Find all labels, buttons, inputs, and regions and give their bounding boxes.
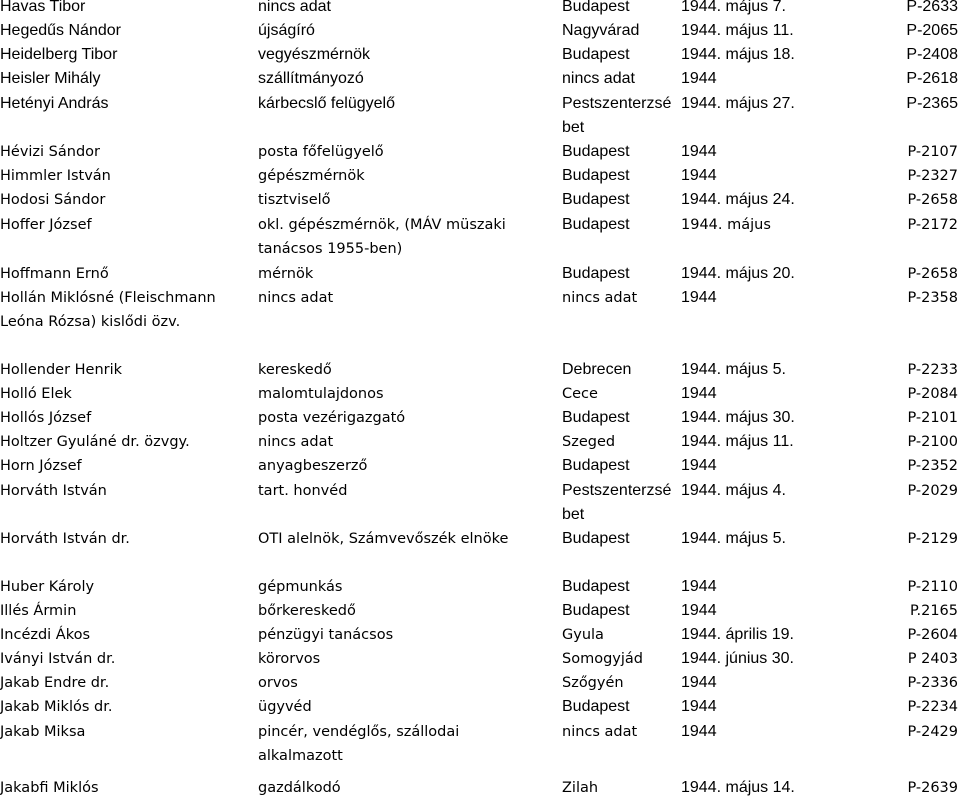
table-row [0, 720, 960, 764]
code-cell: P-2658 [907, 266, 958, 282]
date-cell: 1944. május 27. [681, 95, 795, 112]
code-cell: P-2129 [907, 531, 958, 547]
date-cell: 1944. május 7. [681, 0, 786, 15]
code-cell: P-2084 [907, 386, 958, 402]
city-cell: Debrecen [562, 361, 632, 378]
date-cell: 1944 [681, 167, 717, 184]
city-cell: Budapest [562, 143, 630, 160]
name-cell: Horn József [0, 458, 82, 474]
city-cell: Budapest [562, 578, 630, 595]
date-cell: 1944. május 5. [681, 530, 786, 547]
code-cell: P-2618 [906, 70, 958, 87]
name-cell: Horváth István [0, 483, 107, 499]
job-cell: malomtulajdonos [258, 386, 384, 402]
city-cell: Pestszenterzsé [562, 482, 672, 499]
code-cell: P-2639 [907, 780, 958, 796]
date-cell: 1944 [681, 385, 717, 402]
table-row [0, 92, 960, 136]
table-row [0, 0, 960, 19]
job-cell: kereskedő [258, 362, 332, 378]
job-cell: orvos [258, 675, 298, 691]
name-cell: Jakab Miklós dr. [0, 699, 113, 715]
code-cell: P-2358 [907, 290, 958, 306]
date-cell: 1944. május 20. [681, 265, 795, 282]
code-cell: P-2429 [907, 724, 958, 740]
city-cell: Budapest [562, 167, 630, 184]
date-cell: 1944 [681, 457, 717, 474]
city-cell: Pestszenterzsé [562, 95, 672, 112]
job-cell: gépészmérnök [258, 168, 365, 184]
city-cell: Budapest [562, 602, 630, 619]
job-cell: tisztviselő [258, 192, 331, 208]
table-row [0, 286, 960, 330]
job-cell: anyagbeszerző [258, 458, 368, 474]
table-row [0, 262, 960, 286]
name-cell: Hoffmann Ernő [0, 266, 109, 282]
city-cell: Budapest [562, 216, 630, 233]
job-cell: tart. honvéd [258, 483, 348, 499]
job-cell: posta vezérigazgató [258, 410, 406, 426]
code-cell: P-2100 [907, 434, 958, 450]
code-cell: P-2336 [907, 675, 958, 691]
job-cell: újságíró [258, 22, 315, 39]
code-cell: P.2165 [910, 603, 958, 619]
name-cell: Holtzer Gyuláné dr. özvgy. [0, 434, 190, 450]
name-cell: Jakab Miksa [0, 724, 86, 740]
city-cell: Somogyjád [562, 651, 643, 667]
date-cell: 1944. május 18. [681, 46, 795, 63]
code-cell: P-2101 [907, 410, 958, 426]
city-cell: Budapest [562, 0, 630, 15]
table-row [0, 19, 960, 43]
city-cell: Budapest [562, 457, 630, 474]
table-row [0, 599, 960, 623]
name-cell: Jakab Endre dr. [0, 675, 110, 691]
job-cell: gépmunkás [258, 579, 343, 595]
table-row [0, 188, 960, 212]
table-row [0, 213, 960, 257]
name-cell: Himmler István [0, 168, 111, 184]
code-cell: P-2065 [906, 22, 958, 39]
job-cell: nincs adat [258, 290, 334, 306]
city-cell: Budapest [562, 46, 630, 63]
city-cell: Zilah [562, 780, 599, 796]
date-cell: 1944. május 11. [681, 22, 794, 39]
table-row [0, 382, 960, 406]
date-cell: 1944. május [681, 217, 771, 233]
code-cell: P-2327 [907, 168, 958, 184]
code-cell: P-2365 [906, 95, 958, 112]
table-row [0, 479, 960, 523]
city-cell: Gyula [562, 627, 604, 643]
city-cell: bet [562, 119, 585, 136]
date-cell: 1944. május 11. [681, 433, 794, 450]
name-cell: Leóna Rózsa) kislődi özv. [0, 314, 181, 330]
table-row [0, 527, 960, 551]
name-cell: Hollán Miklósné (Fleischmann [0, 290, 216, 306]
city-cell: Budapest [562, 530, 630, 547]
job-cell: mérnök [258, 266, 314, 282]
job-cell: okl. gépészmérnök, (MÁV müszaki [258, 217, 506, 233]
name-cell: Huber Károly [0, 579, 95, 595]
table-row [0, 164, 960, 188]
job-cell: OTI alelnök, Számvevőszék elnöke [258, 531, 509, 547]
job-cell: gazdálkodó [258, 780, 341, 796]
code-cell: P-2233 [907, 362, 958, 378]
table-row [0, 647, 960, 671]
table-row [0, 575, 960, 599]
table-row [0, 43, 960, 67]
city-cell: nincs adat [562, 290, 638, 306]
name-cell: Illés Ármin [0, 603, 77, 619]
name-cell: Horváth István dr. [0, 531, 130, 547]
code-cell: P-2110 [907, 579, 958, 595]
date-cell: 1944. június 30. [681, 650, 794, 667]
date-cell: 1944. április 19. [681, 626, 794, 643]
name-cell: Hodosi Sándor [0, 192, 106, 208]
date-cell: 1944 [681, 143, 717, 160]
table-row [0, 406, 960, 430]
city-cell: bet [562, 506, 585, 523]
date-cell: 1944 [681, 578, 717, 595]
table-row [0, 776, 960, 800]
name-cell: Hetényi András [0, 95, 109, 112]
job-cell: alkalmazott [258, 748, 343, 764]
code-cell: P-2408 [906, 46, 958, 63]
code-cell: P-2172 [907, 217, 958, 233]
city-cell: Budapest [562, 191, 630, 208]
job-cell: posta főfelügyelő [258, 144, 384, 160]
name-cell: Incézdi Ákos [0, 627, 91, 643]
date-cell: 1944. május 24. [681, 191, 795, 208]
city-cell: Szeged [562, 434, 616, 450]
city-cell: Nagyvárad [562, 22, 640, 39]
date-cell: 1944. május 5. [681, 361, 786, 378]
table-row [0, 430, 960, 454]
date-cell: 1944 [681, 698, 717, 715]
table-row [0, 67, 960, 91]
date-cell: 1944 [681, 70, 717, 87]
date-cell: 1944 [681, 289, 717, 306]
code-cell: P-2352 [907, 458, 958, 474]
job-cell: körorvos [258, 651, 321, 667]
name-cell: Hévizi Sándor [0, 144, 100, 160]
table-row [0, 358, 960, 382]
job-cell: bőrkereskedő [258, 603, 356, 619]
name-cell: Havas Tibor [0, 0, 86, 15]
code-cell: P-2604 [907, 627, 958, 643]
job-cell: nincs adat [258, 434, 334, 450]
job-cell: ügyvéd [258, 699, 312, 715]
job-cell: pincér, vendéglős, szállodai [258, 724, 460, 740]
table-row [0, 623, 960, 647]
code-cell: P-2658 [907, 192, 958, 208]
city-cell: Cece [562, 386, 598, 402]
city-cell: Szőgyén [562, 675, 624, 691]
name-cell: Holló Elek [0, 386, 72, 402]
table-row [0, 671, 960, 695]
job-cell: tanácsos 1955-ben) [258, 241, 403, 257]
name-cell: Hoffer József [0, 217, 92, 233]
name-cell: Iványi István dr. [0, 651, 116, 667]
name-cell: Heidelberg Tibor [0, 46, 118, 63]
date-cell: 1944. május 14. [681, 779, 795, 796]
job-cell: nincs adat [258, 0, 331, 15]
date-cell: 1944 [681, 723, 717, 740]
name-cell: Jakabfi Miklós [0, 780, 99, 796]
city-cell: Budapest [562, 409, 630, 426]
job-cell: vegyészmérnök [258, 46, 371, 63]
code-cell: P-2633 [906, 0, 958, 15]
name-cell: Heisler Mihály [0, 70, 101, 87]
date-cell: 1944 [681, 674, 717, 691]
date-cell: 1944. május 4. [681, 482, 786, 499]
city-cell: Budapest [562, 265, 630, 282]
code-cell: P-2234 [907, 699, 958, 715]
date-cell: 1944. május 30. [681, 409, 795, 426]
code-cell: P-2029 [907, 483, 958, 499]
name-cell: Hollós József [0, 410, 92, 426]
table-row [0, 454, 960, 478]
date-cell: 1944 [681, 602, 717, 619]
city-cell: nincs adat [562, 70, 635, 87]
city-cell: Budapest [562, 698, 630, 715]
name-cell: Hollender Henrik [0, 362, 123, 378]
code-cell: P 2403 [907, 651, 958, 667]
table-row [0, 695, 960, 719]
job-cell: szállítmányozó [258, 70, 364, 87]
job-cell: pénzügyi tanácsos [258, 627, 394, 643]
code-cell: P-2107 [907, 144, 958, 160]
table-row [0, 140, 960, 164]
name-cell: Hegedűs Nándor [0, 22, 121, 39]
job-cell: kárbecslő felügyelő [258, 95, 395, 112]
city-cell: nincs adat [562, 724, 638, 740]
